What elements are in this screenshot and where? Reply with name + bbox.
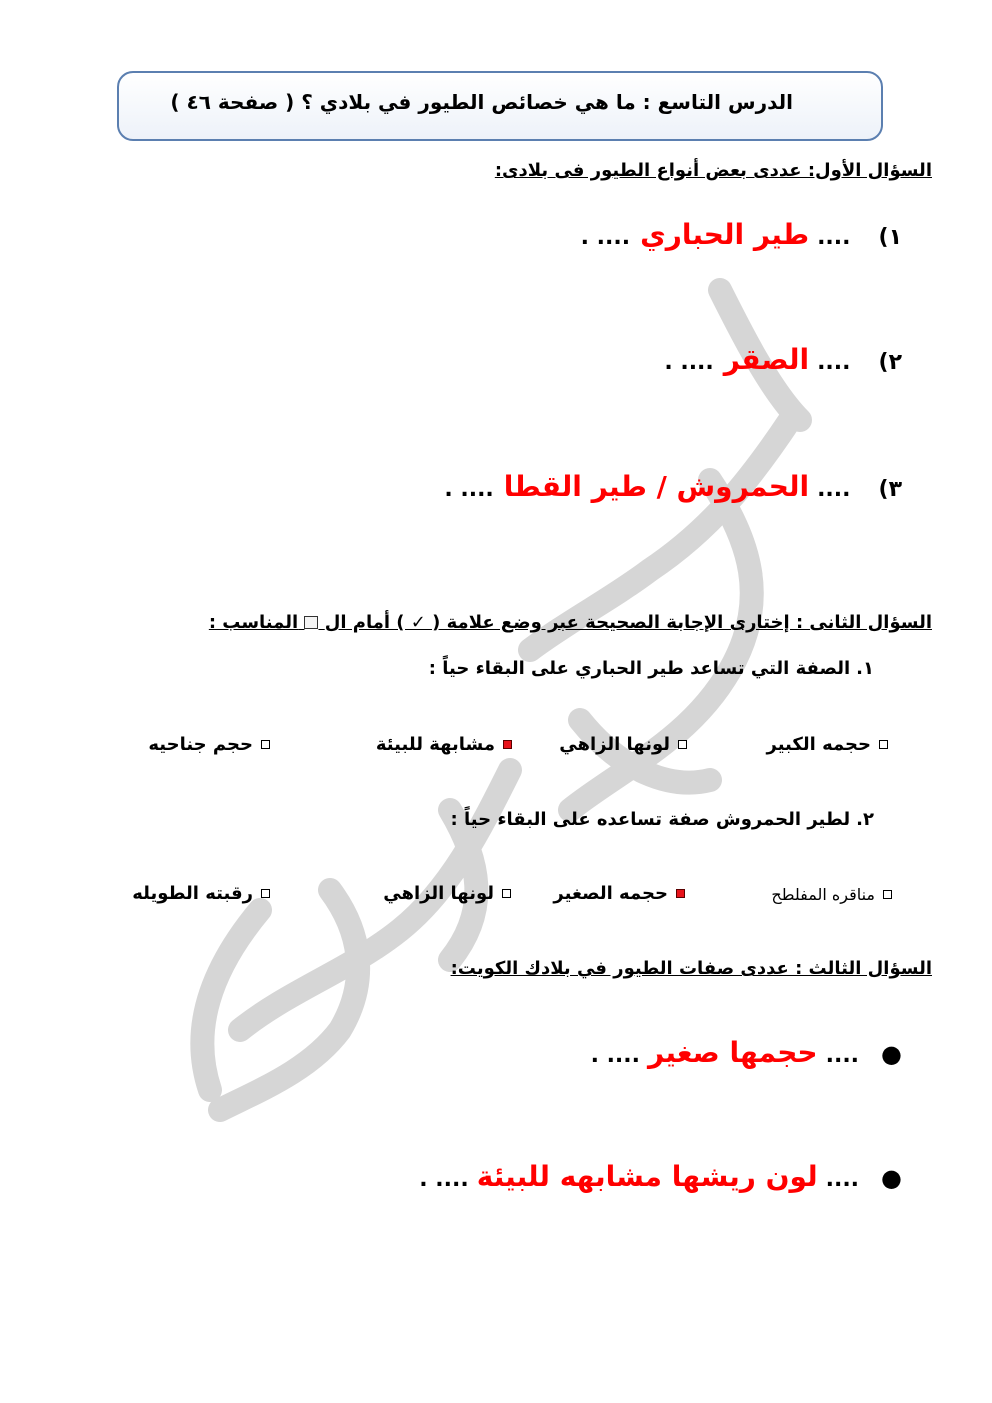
answer-trail-dots: .... .	[444, 477, 494, 502]
answer-trail-dots: .... .	[580, 225, 631, 250]
checkbox-icon[interactable]	[678, 740, 687, 749]
q2-heading-start: السؤال الثانى : إختارى الإجابة الصحيحة عبر وضع علامة ( ✓ ) أمام ال	[324, 612, 932, 633]
option-label: مشابهة للبيئة	[375, 734, 495, 755]
item-number: ٢.	[856, 809, 874, 830]
q2-heading	[209, 612, 932, 633]
q1-answer-3	[444, 470, 902, 503]
q2-item-1-question	[429, 658, 874, 679]
author-watermark	[150, 270, 870, 1130]
lesson-title-box	[117, 71, 883, 141]
item-question: الصفة التي تساعد طير الحباري على البقاء حياً :	[428, 658, 851, 679]
q2-item-2-option-2[interactable]	[553, 883, 685, 904]
lesson-title: الدرس التاسع : ما هي خصائص الطيور في بلادي ؟ ( صفحة ٤٦ )	[170, 90, 793, 114]
answer-trail-dots: .... .	[590, 1043, 641, 1068]
answer-text: لون ريشها مشابهه للبيئة	[476, 1160, 818, 1193]
option-label: حجمه الصغير	[553, 883, 668, 904]
q2-item-1-option-2[interactable]	[559, 734, 687, 755]
q2-heading-end: المناسب :	[208, 612, 299, 633]
checkbox-icon[interactable]	[502, 889, 511, 898]
answer-lead-dots: ....	[817, 477, 851, 502]
item-question: لطير الحمروش صفة تساعده على البقاء حياً :	[450, 809, 851, 830]
answer-number: ٢)	[878, 350, 902, 375]
answer-trail-dots: .... .	[664, 350, 714, 375]
q2-item-1-option-3[interactable]	[376, 734, 512, 755]
q3-answer-1	[591, 1036, 902, 1069]
answer-text: الحمروش / طير القطا	[503, 470, 810, 503]
bullet-icon: ●	[881, 1040, 902, 1068]
answer-lead-dots: ....	[825, 1043, 860, 1068]
answer-trail-dots: .... .	[419, 1167, 469, 1192]
item-number: ١.	[856, 658, 874, 679]
q3-heading: السؤال الثالث : عددى صفات الطيور في بلادك الكويت:	[450, 958, 932, 979]
q2-item-2-question	[451, 809, 874, 830]
q3-answer-2	[419, 1160, 902, 1193]
q2-item-2-option-3[interactable]	[383, 883, 511, 904]
checkbox-icon[interactable]	[261, 740, 270, 749]
checked-box-icon[interactable]	[676, 889, 685, 898]
q1-heading: السؤال الأول: عددى بعض أنواع الطيور فى بلادى:	[494, 160, 932, 181]
checkbox-icon[interactable]	[879, 740, 888, 749]
answer-number: ١)	[878, 225, 902, 250]
option-label: رقبته الطويله	[132, 883, 253, 904]
checked-box-icon[interactable]	[503, 740, 512, 749]
q2-item-2-option-1[interactable]	[771, 885, 892, 904]
checkbox-icon[interactable]	[261, 889, 270, 898]
answer-lead-dots: ....	[825, 1167, 860, 1192]
q1-answer-2	[664, 343, 902, 376]
q1-answer-1	[581, 218, 902, 251]
answer-lead-dots: ....	[817, 350, 851, 375]
answer-lead-dots: ....	[817, 225, 851, 250]
option-label: لونها الزاهي	[559, 734, 670, 755]
option-label: لونها الزاهي	[383, 883, 494, 904]
answer-text: الصقر	[723, 343, 810, 376]
q2-item-1-option-1[interactable]	[767, 734, 888, 755]
empty-box-icon	[304, 616, 318, 629]
option-label: حجم جناحيه	[148, 734, 253, 755]
answer-text: طير الحباري	[640, 218, 810, 251]
q2-item-1-option-4[interactable]	[148, 734, 270, 755]
answer-text: حجمها صغير	[648, 1036, 818, 1069]
bullet-icon: ●	[881, 1164, 902, 1192]
option-label: حجمه الكبير	[766, 734, 871, 755]
checkbox-icon[interactable]	[883, 890, 892, 899]
option-label: مناقره المفلطح	[771, 885, 875, 904]
answer-number: ٣)	[878, 477, 902, 502]
q2-item-2-option-4[interactable]	[132, 883, 270, 904]
